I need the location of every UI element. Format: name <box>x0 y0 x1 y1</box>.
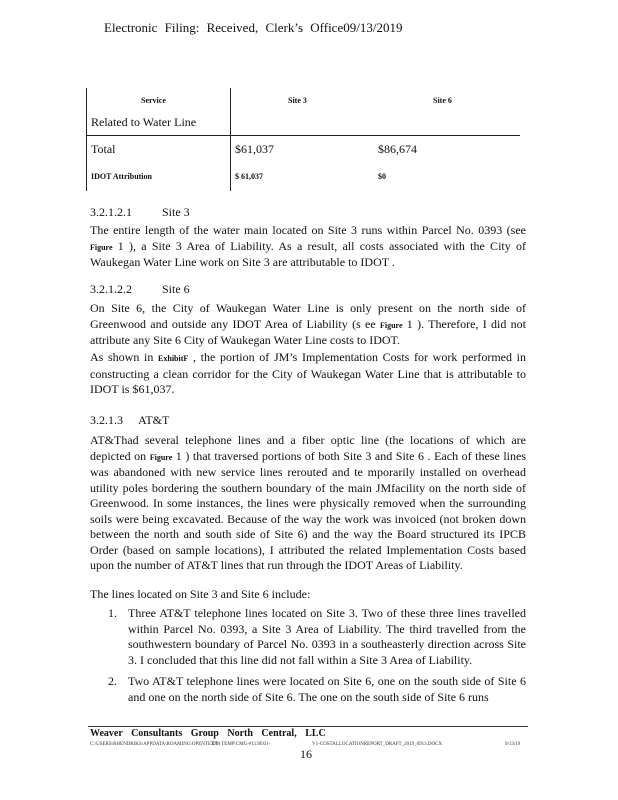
text-run: 1 ) that traversed portions of both Site 3 and Site 6 . Each of these lines was abandoned with new service lines rerouted and te mporarily installed on overhead utility poles bordering the southern boundary of the main JMfacility on the north side of Greenwood. In some instances, the lines were physically removed when the surrounding soils were being excavated. Because of the way the work was invoiced (not broken down between the north and south side of Site 6) and the way the Board structured its IPCB Order (based on sample locations), I attributed the related Implementation Costs based upon the number of AT&T lines that run through the IDOT Areas of Liability. <box>90 448 526 572</box>
table-column-divider <box>230 88 231 191</box>
list-item-text: Two AT&T telephone lines were located on Site 6, one on the south side of Site 6 and one on the north side of Site 6. The one on the south side of Site 6 runs <box>128 674 526 704</box>
figure-reference: Figure <box>379 320 403 330</box>
paragraph-site3 <box>90 223 526 271</box>
table-header-site3: Site 3 <box>288 96 307 105</box>
section-heading-att <box>90 413 169 428</box>
list-number: 2. <box>108 674 117 688</box>
text-run: 1 ). Therefore, I did not attribute any Site 6 City of Waukegan Water Line costs to IDOT. <box>90 316 527 347</box>
footer-path-mid: DM TEMP\CMG-#1130931- <box>212 742 271 747</box>
table-idot-site6: $0 <box>378 172 386 181</box>
footer-date: 9/13/19 <box>505 742 521 747</box>
paragraph-att <box>90 433 526 574</box>
filing-stamp: Electronic Filing: Received, Clerk’s Office09/13/2019 <box>104 20 403 35</box>
section-heading-site3 <box>90 205 190 220</box>
paragraph-exhibit <box>90 350 526 398</box>
table-left-border <box>86 88 87 191</box>
list-item-text: Three AT&T telephone lines located on Site 3. Two of these three lines travelled within Parcel No. 0393, a Site 3 Area of Liability. The third travelled from the southwestern boundary of Parcel No. 0393 in a southeasterly direction across Site 3. I concluded that this line did not fall within a Site 3 Area of Liability. <box>128 606 526 667</box>
table-header-site6: Site 6 <box>433 96 452 105</box>
table-header-rule <box>86 135 520 136</box>
section-title: AT&T <box>138 413 170 427</box>
text-run: As shown in <box>90 350 159 364</box>
table-idot-label: IDOT Attribution <box>91 172 152 181</box>
table-header-service: Service <box>141 96 166 105</box>
section-number: 3.2.1.2.2 <box>90 282 132 296</box>
table-row-label: Related to Water Line <box>91 115 197 129</box>
table-total-site6: $86,674 <box>378 142 417 156</box>
figure-reference: Figure <box>149 452 173 462</box>
section-title: Site 3 <box>162 205 190 219</box>
list-item <box>108 674 526 705</box>
table-total-label: Total <box>91 142 116 156</box>
section-number: 3.2.1.2.1 <box>90 205 132 219</box>
footer-path-right: V1-COSTALLOCATIONREPORT_DRAFT_2019_0913.DOCX <box>312 742 442 747</box>
text-run: , the portion of JM’s Implementation Costs for work performed in constructing a clean corridor for the City of Waukegan Water Line that is attributable to IDOT is $61,037. <box>90 350 526 396</box>
table-idot-site3: $ 61,037 <box>235 172 263 181</box>
table-total-site3: $61,037 <box>235 142 274 156</box>
footer-company: Weaver Consultants Group North Central, LLC <box>90 728 326 739</box>
figure-reference: Figure <box>90 242 113 252</box>
list-item <box>108 606 526 668</box>
paragraph-lines-intro: The lines located on Site 3 and Site 6 include: <box>90 587 311 601</box>
exhibit-reference: ExhibitF <box>158 354 189 363</box>
footer-rule <box>88 726 528 727</box>
section-heading-site6 <box>90 282 190 297</box>
footer-path-left: C:\USERS\RHENDRIKS\APPDATA\ROAMING\OPENTEXT <box>90 742 218 747</box>
text-run: On Site 6, the City of Waukegan Water Line is only present on the north side of Greenwood and outside any IDOT Area of Liability (s ee <box>90 301 526 331</box>
page-number: 16 <box>300 747 312 761</box>
text-run: 1 ), a Site 3 Area of Liability. As a result, all costs associated with the City of Waukegan Water Line work on Site 3 are attributable to IDOT . <box>90 238 526 269</box>
section-number: 3.2.1.3 <box>90 413 123 427</box>
text-run: AT&Thad several telephone lines and a fiber optic line (the locations of which are depicted on <box>90 433 526 463</box>
section-title: Site 6 <box>162 282 190 296</box>
list-number: 1. <box>108 606 117 620</box>
cost-table <box>86 88 520 191</box>
paragraph-site6 <box>90 301 526 349</box>
text-run: The entire length of the water main located on Site 3 runs within Parcel No. 0393 (see <box>90 223 526 237</box>
